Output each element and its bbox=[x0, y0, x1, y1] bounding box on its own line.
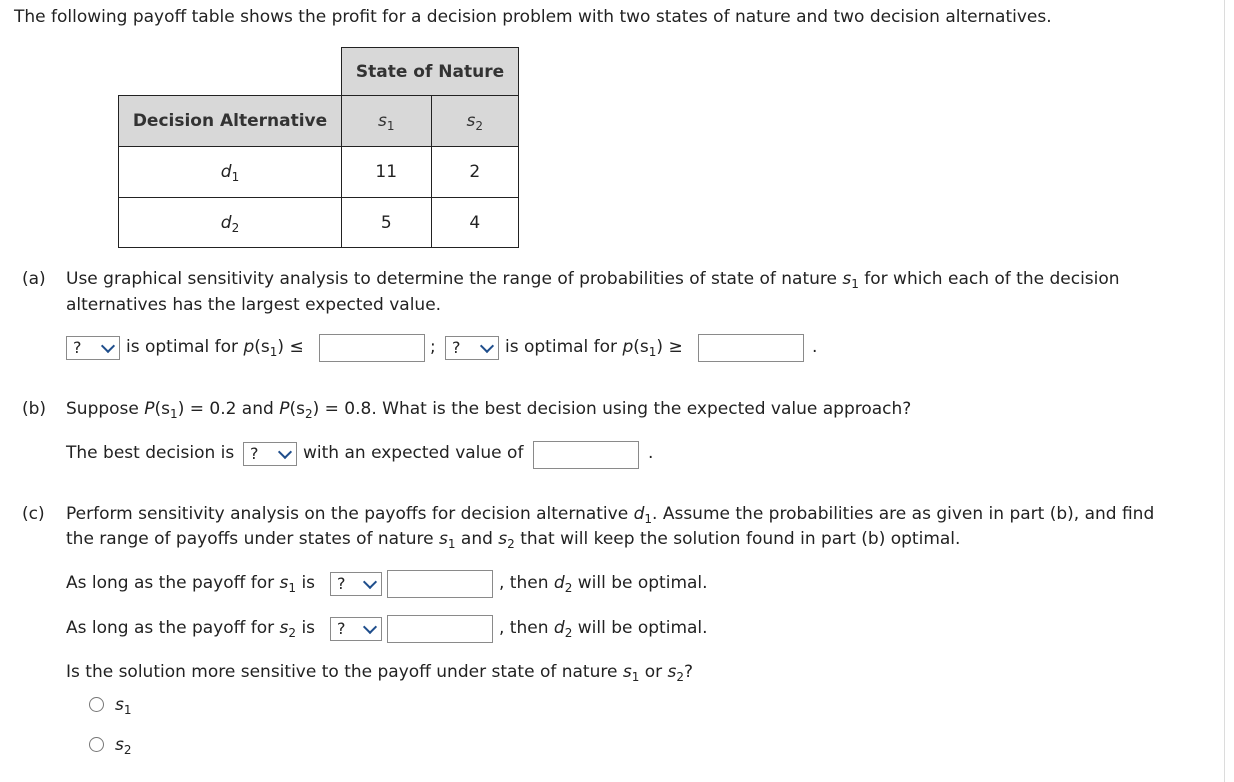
part-a-select-2[interactable]: ? bbox=[445, 336, 499, 360]
part-a-input-1[interactable] bbox=[319, 334, 425, 362]
decision-alternative-header: Decision Alternative bbox=[119, 96, 342, 147]
part-b-label: (b) bbox=[22, 399, 47, 419]
part-b-question: Suppose $P(s_1) = 0.2$ and $P(s_2) = 0.8$. What is the best decision using the expected value approach? bbox=[66, 399, 912, 421]
part-b-best-text: The best decision is bbox=[66, 443, 235, 463]
intro-text: The following payoff table shows the profit for a decision problem with two states of nature and two decision alternatives. bbox=[14, 7, 1052, 27]
decision-d1: $d_1$ bbox=[119, 147, 342, 198]
chevron-down-icon bbox=[480, 339, 494, 353]
part-c-sensitivity-question: Is the solution more sensitive to the payoff under state of nature $s_1$ or $s_2$? bbox=[66, 662, 694, 684]
part-b-select[interactable]: ? bbox=[243, 442, 297, 466]
payoff-d1-s2: 2 bbox=[431, 147, 519, 198]
part-c-aslong-s1-text: As long as the payoff for $s_1$ is bbox=[66, 573, 316, 595]
part-a-optimal-ge-text: is optimal for $p(s_1)$ ≥ bbox=[505, 337, 683, 359]
s2-header: $s_2$ bbox=[431, 96, 519, 147]
chevron-down-icon bbox=[363, 575, 377, 589]
part-c-input-2[interactable] bbox=[387, 615, 493, 643]
part-c-question-line2: the range of payoffs under states of nature $s_1$ and $s_2$ that will keep the solution found in part (b) optimal. bbox=[66, 529, 961, 551]
page-right-border bbox=[1224, 0, 1225, 782]
s1-header: $s_1$ bbox=[342, 96, 432, 147]
table-corner bbox=[119, 48, 342, 96]
part-a-period: . bbox=[812, 337, 818, 357]
chevron-down-icon bbox=[363, 620, 377, 634]
part-b-expected-text: with an expected value of bbox=[303, 443, 524, 463]
payoff-d2-s2: 4 bbox=[431, 198, 519, 248]
part-c-then-d2-text-2: , then $d_2$ will be optimal. bbox=[499, 618, 708, 640]
part-a-select-1[interactable]: ? bbox=[66, 336, 120, 360]
part-a-question-line2: alternatives has the largest expected value. bbox=[66, 295, 442, 315]
part-c-aslong-s2-text: As long as the payoff for $s_2$ is bbox=[66, 618, 316, 640]
part-c-select-2[interactable]: ? bbox=[330, 617, 382, 641]
part-c-then-d2-text-1: , then $d_2$ will be optimal. bbox=[499, 573, 708, 595]
part-a-semicolon: ; bbox=[430, 337, 436, 357]
chevron-down-icon bbox=[278, 445, 292, 459]
part-b-input[interactable] bbox=[533, 441, 639, 469]
table-row bbox=[119, 198, 519, 248]
decision-d2: $d_2$ bbox=[119, 198, 342, 248]
radio-s1-label: $s_1$ bbox=[115, 695, 132, 717]
chevron-down-icon bbox=[101, 339, 115, 353]
part-a-input-2[interactable] bbox=[698, 334, 804, 362]
part-a-question-line1: Use graphical sensitivity analysis to determine the range of probabilities of state of nature $s_1$ for which each of the decision bbox=[66, 269, 1120, 291]
radio-s2-label: $s_2$ bbox=[115, 735, 132, 757]
part-a-optimal-le-text: is optimal for $p(s_1)$ ≤ bbox=[126, 337, 304, 359]
payoff-d1-s1: 11 bbox=[342, 147, 432, 198]
part-c-input-1[interactable] bbox=[387, 570, 493, 598]
radio-s2[interactable] bbox=[89, 737, 104, 752]
table-row bbox=[119, 147, 519, 198]
part-c-select-1[interactable]: ? bbox=[330, 572, 382, 596]
part-c-label: (c) bbox=[22, 504, 45, 524]
radio-s1[interactable] bbox=[89, 697, 104, 712]
payoff-d2-s1: 5 bbox=[342, 198, 432, 248]
part-c-question-line1: Perform sensitivity analysis on the payoffs for decision alternative $d_1$. Assume the probabilities are as given in part (b), and find bbox=[66, 504, 1155, 526]
part-b-period: . bbox=[648, 443, 654, 463]
state-of-nature-header: State of Nature bbox=[342, 48, 519, 96]
payoff-table bbox=[118, 47, 519, 248]
part-a-label: (a) bbox=[22, 269, 46, 289]
